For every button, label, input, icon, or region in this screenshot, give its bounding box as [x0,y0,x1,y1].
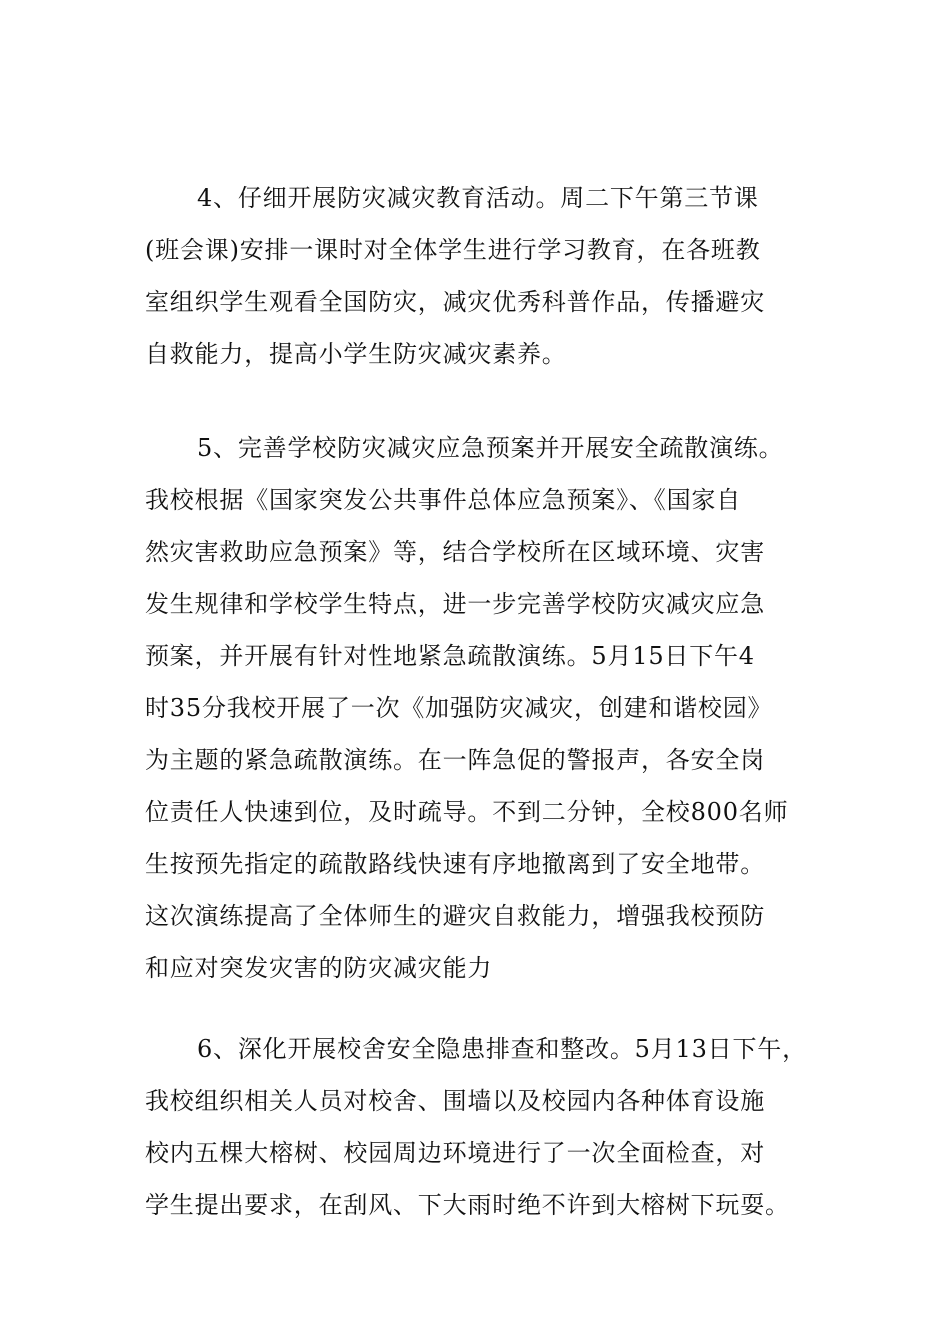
paragraph-line: 4、仔细开展防灾减灾教育活动。周二下午第三节课 [197,184,759,212]
paragraph-line: 5、完善学校防灾减灾应急预案并开展安全疏散演练。 [197,434,784,462]
paragraph-line: 这次演练提高了全体师生的避灾自救能力，增强我校预防 [145,902,765,930]
paragraph-line: 6、深化开展校舍安全隐患排查和整改。5月13日下午， [197,1035,807,1063]
paragraph-line: 预案，并开展有针对性地紧急疏散演练。5月15日下午4 [145,642,755,670]
paragraph-line: 校内五棵大榕树、校园周边环境进行了一次全面检查，对 [145,1139,765,1167]
paragraph-5 [145,422,810,994]
paragraph-line: 我校根据《国家突发公共事件总体应急预案》、《国家自 [145,486,741,514]
paragraph-line: 时35分我校开展了一次《加强防灾减灾，创建和谐校园》 [145,694,773,722]
paragraph-line: 自救能力，提高小学生防灾减灾素养。 [145,340,567,368]
paragraph-6 [145,1023,810,1231]
paragraph-line: 为主题的紧急疏散演练。在一阵急促的警报声，各安全岗 [145,746,765,774]
paragraph-line: 生按预先指定的疏散路线快速有序地撤离到了安全地带。 [145,850,765,878]
paragraph-line: 和应对突发灾害的防灾减灾能力 [145,954,493,982]
paragraph-4 [145,172,810,380]
paragraph-line: 室组织学生观看全国防灾，减灾优秀科普作品，传播避灾 [145,288,765,316]
paragraph-line: 我校组织相关人员对校舍、围墙以及校园内各种体育设施 [145,1087,765,1115]
paragraph-line: 然灾害救助应急预案》等，结合学校所在区域环境、灾害 [145,538,765,566]
paragraph-line: 发生规律和学校学生特点，进一步完善学校防灾减灾应急 [145,590,765,618]
paragraph-line: 位责任人快速到位，及时疏导。不到二分钟，全校800名师 [145,798,789,826]
paragraph-line: (班会课)安排一课时对全体学生进行学习教育，在各班教 [145,236,761,264]
paragraph-line: 学生提出要求，在刮风、下大雨时绝不许到大榕树下玩耍。 [145,1191,790,1219]
